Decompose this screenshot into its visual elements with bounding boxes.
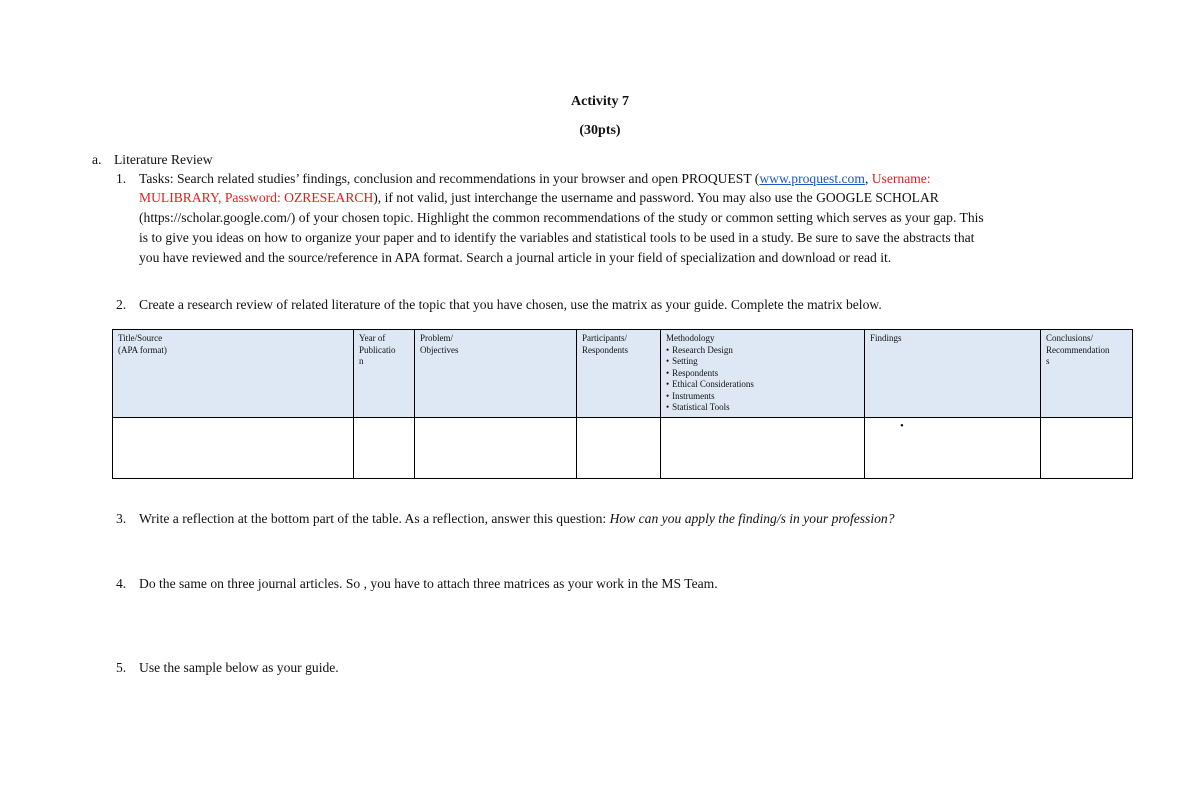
item-1-number: 1.: [116, 171, 127, 186]
header-title-line-2: (APA format): [118, 344, 167, 355]
header-year-line-1: Year of: [359, 333, 386, 343]
methodology-item: • Ethical Considerations: [666, 379, 859, 391]
item-5-text: Use the sample below as your guide.: [139, 660, 339, 675]
proquest-link[interactable]: www.proquest.com: [759, 171, 865, 186]
literature-matrix: [112, 329, 1133, 479]
header-participants: [577, 330, 661, 418]
header-participants-line-2: Respondents: [582, 344, 628, 355]
methodology-item: • Research Design: [666, 345, 859, 357]
item-1-line-5: you have reviewed and the source/reference in APA format. Search a journal article in your field of specialization and download or read it.: [139, 250, 892, 265]
methodology-item: • Setting: [666, 356, 859, 368]
cell-participants[interactable]: [577, 417, 661, 478]
header-problem-line-2: Objectives: [420, 344, 459, 355]
credentials-text: MULIBRARY, Password: OZRESEARCH: [139, 190, 374, 205]
header-year: [354, 330, 415, 418]
matrix-header-row: [113, 330, 1133, 418]
methodology-item: • Statistical Tools: [666, 402, 859, 414]
item-1-line-4: is to give you ideas on how to organize your paper and to identify the variables and statistical tools to be used in a study. Be sure to save the abstracts that: [139, 230, 975, 245]
activity-points: (30pts): [579, 123, 621, 138]
item-1-text-a: Tasks: Search related studies’ findings, conclusion and recommendations in your browser and open PROQUEST (: [139, 171, 760, 186]
header-problem-line-1: Problem/: [420, 333, 453, 343]
header-title-source: [113, 330, 354, 418]
item-3-line: [139, 509, 895, 529]
matrix-entry-row: [113, 417, 1133, 478]
cell-problem[interactable]: [415, 417, 577, 478]
header-conclusions-line-1: Conclusions/: [1046, 333, 1094, 343]
item-1-text-b: ,: [864, 171, 872, 186]
item-1-line-3: (https://scholar.google.com/) of your chosen topic. Highlight the common recommendations of the study or common setting which serves as your gap. This: [139, 210, 984, 225]
item-4-number: 4.: [116, 576, 127, 591]
cell-title-source[interactable]: [113, 417, 354, 478]
cell-methodology[interactable]: [661, 417, 865, 478]
header-conclusions: [1041, 330, 1133, 418]
credentials-username-label: Username:: [871, 171, 931, 186]
methodology-list: [666, 345, 859, 414]
item-5-number: 5.: [116, 660, 127, 675]
item-2-text: Create a research review of related literature of the topic that you have chosen, use the matrix as your guide. Complete the matrix below.: [139, 297, 882, 312]
header-conclusions-line-3: s: [1046, 356, 1050, 366]
header-year-line-3: n: [359, 356, 364, 366]
header-year-line-2: Publicatio: [359, 344, 396, 355]
methodology-item: • Respondents: [666, 368, 859, 380]
header-findings: [865, 330, 1041, 418]
cell-findings[interactable]: [865, 417, 1041, 478]
header-methodology-label: Methodology: [666, 333, 715, 343]
item-2-number: 2.: [116, 297, 127, 312]
header-title-line-1: Title/Source: [118, 333, 163, 343]
cell-conclusions[interactable]: [1041, 417, 1133, 478]
item-4-text: Do the same on three journal articles. So , you have to attach three matrices as your work in the MS Team.: [139, 576, 718, 591]
header-participants-line-1: Participants/: [582, 333, 627, 343]
methodology-item: • Instruments: [666, 391, 859, 403]
findings-bullet: •: [900, 419, 904, 432]
item-1-text-c: ), if not valid, just interchange the username and password. You may also use the GOOGLE SCHOLAR: [373, 190, 939, 205]
reflection-question: How can you apply the finding/s in your profession?: [609, 511, 895, 526]
header-findings-label: Findings: [870, 333, 902, 343]
section-a-label: Literature Review: [114, 152, 213, 167]
item-1-line-2: [139, 188, 939, 208]
section-a-marker: a.: [92, 152, 102, 167]
header-conclusions-line-2: Recommendation: [1046, 344, 1110, 355]
item-1-line-1: [139, 169, 931, 189]
item-3-number: 3.: [116, 511, 127, 526]
activity-title: Activity 7: [571, 94, 629, 109]
item-3-text: Write a reflection at the bottom part of the table. As a reflection, answer this question:: [139, 511, 610, 526]
header-methodology: [661, 330, 865, 418]
cell-year[interactable]: [354, 417, 415, 478]
header-problem: [415, 330, 577, 418]
